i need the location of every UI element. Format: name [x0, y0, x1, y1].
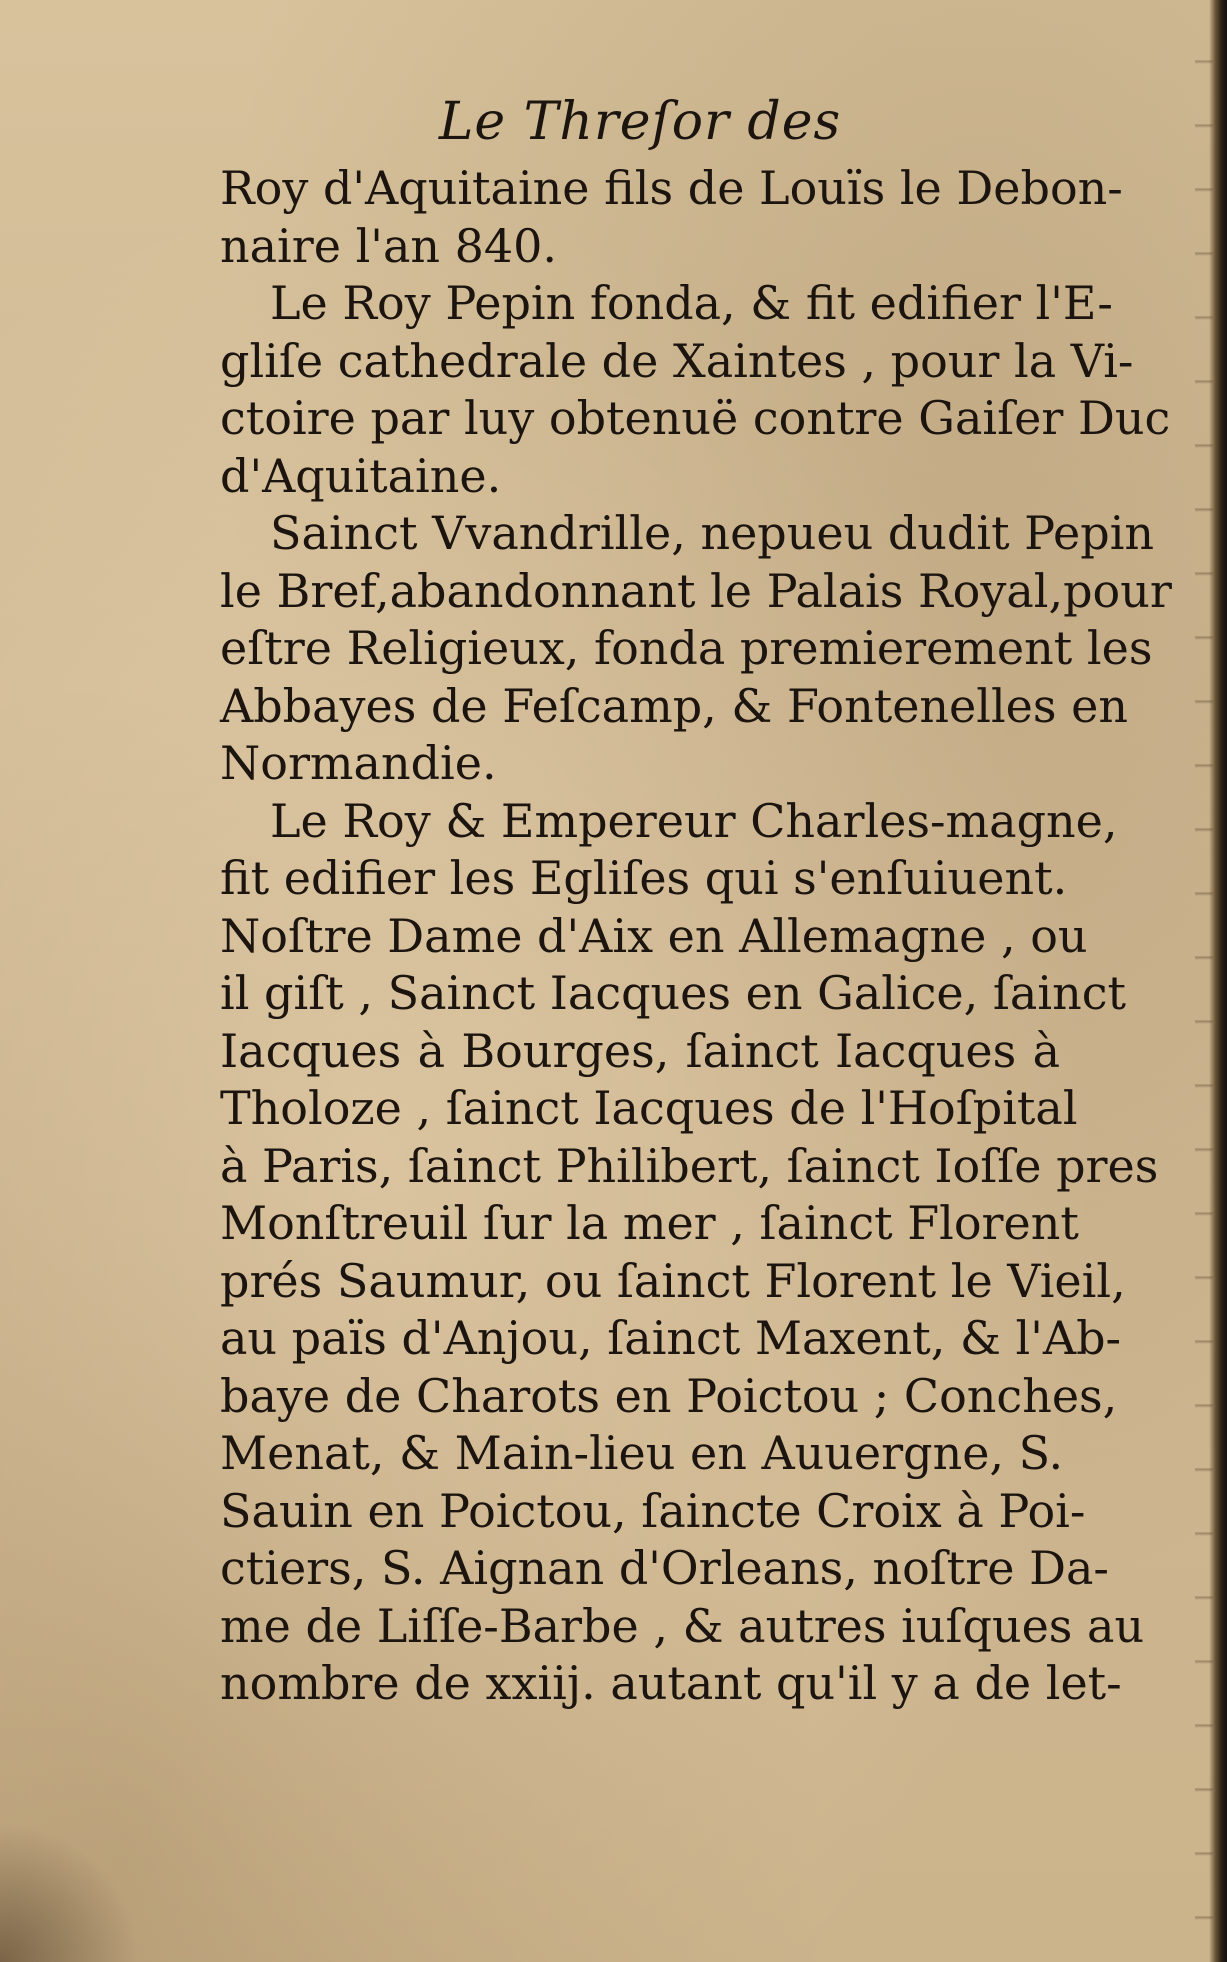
- text-line: Normandie.: [220, 736, 497, 790]
- text-line: il giſt , Sainct Iacques en Galice, ſainct: [220, 966, 1126, 1020]
- text-line: Monſtreuil ſur la mer , ſainct Florent: [220, 1196, 1079, 1250]
- text-line: d'Aquitaine.: [220, 448, 502, 503]
- text-line: me de Liſſe-Barbe , & autres iuſques au: [220, 1598, 1145, 1653]
- text-line: nombre de xxiij. autant qu'il y a de let-: [220, 1656, 1122, 1710]
- page-stain: [0, 1822, 140, 1962]
- text-line: Noſtre Dame d'Aix en Allemagne , ou: [220, 908, 1088, 963]
- text-line: au païs d'Anjou, ſainct Maxent, & l'Ab-: [220, 1311, 1122, 1365]
- text-line: Sauin en Poictou, ſaincte Croix à Poi-: [220, 1483, 1086, 1538]
- text-line: Le Roy Pepin fonda, & fit edifier l'E-: [270, 276, 1113, 330]
- text-line: Menat, & Main-lieu en Auuergne, S.: [220, 1426, 1064, 1480]
- book-binding-edge: [1209, 0, 1227, 1962]
- text-line: gliſe cathedrale de Xaintes , pour la Vi-: [220, 333, 1134, 388]
- text-line: Roy d'Aquitaine fils de Louïs le Debon-: [220, 161, 1123, 215]
- text-line: à Paris, ſainct Philibert, ſainct Ioſſe pres: [220, 1138, 1159, 1193]
- text-line: prés Saumur, ou ſainct Florent le Vieil,: [220, 1253, 1126, 1308]
- text-line: Abbayes de Feſcamp, & Fontenelles en: [220, 678, 1128, 733]
- text-line: Le Roy & Empereur Charles-magne,: [270, 793, 1118, 848]
- text-line: ctoire par luy obtenuë contre Gaiſer Duc: [220, 391, 1171, 445]
- text-line: Sainct Vvandrille, nepueu dudit Pepin: [270, 506, 1155, 560]
- text-line: Iacques à Bourges, ſainct Iacques à: [220, 1023, 1060, 1078]
- text-line: baye de Charots en Poictou ; Conches,: [220, 1368, 1118, 1423]
- text-line: naire l'an 840.: [220, 218, 558, 273]
- page-text-block: [220, 90, 1172, 1713]
- running-head: Le Threſor des: [438, 92, 842, 152]
- text-line: fit edifier les Egliſes qui s'enſuiuent.: [220, 851, 1068, 905]
- text-line: le Bref,abandonnant le Palais Royal,pour: [220, 563, 1172, 618]
- text-line: Tholoze , ſainct Iacques de l'Hoſpital: [220, 1081, 1078, 1135]
- text-line: ctiers, S. Aignan d'Orleans, noſtre Da-: [220, 1541, 1109, 1595]
- text-line: eſtre Religieux, fonda premierement les: [220, 621, 1153, 675]
